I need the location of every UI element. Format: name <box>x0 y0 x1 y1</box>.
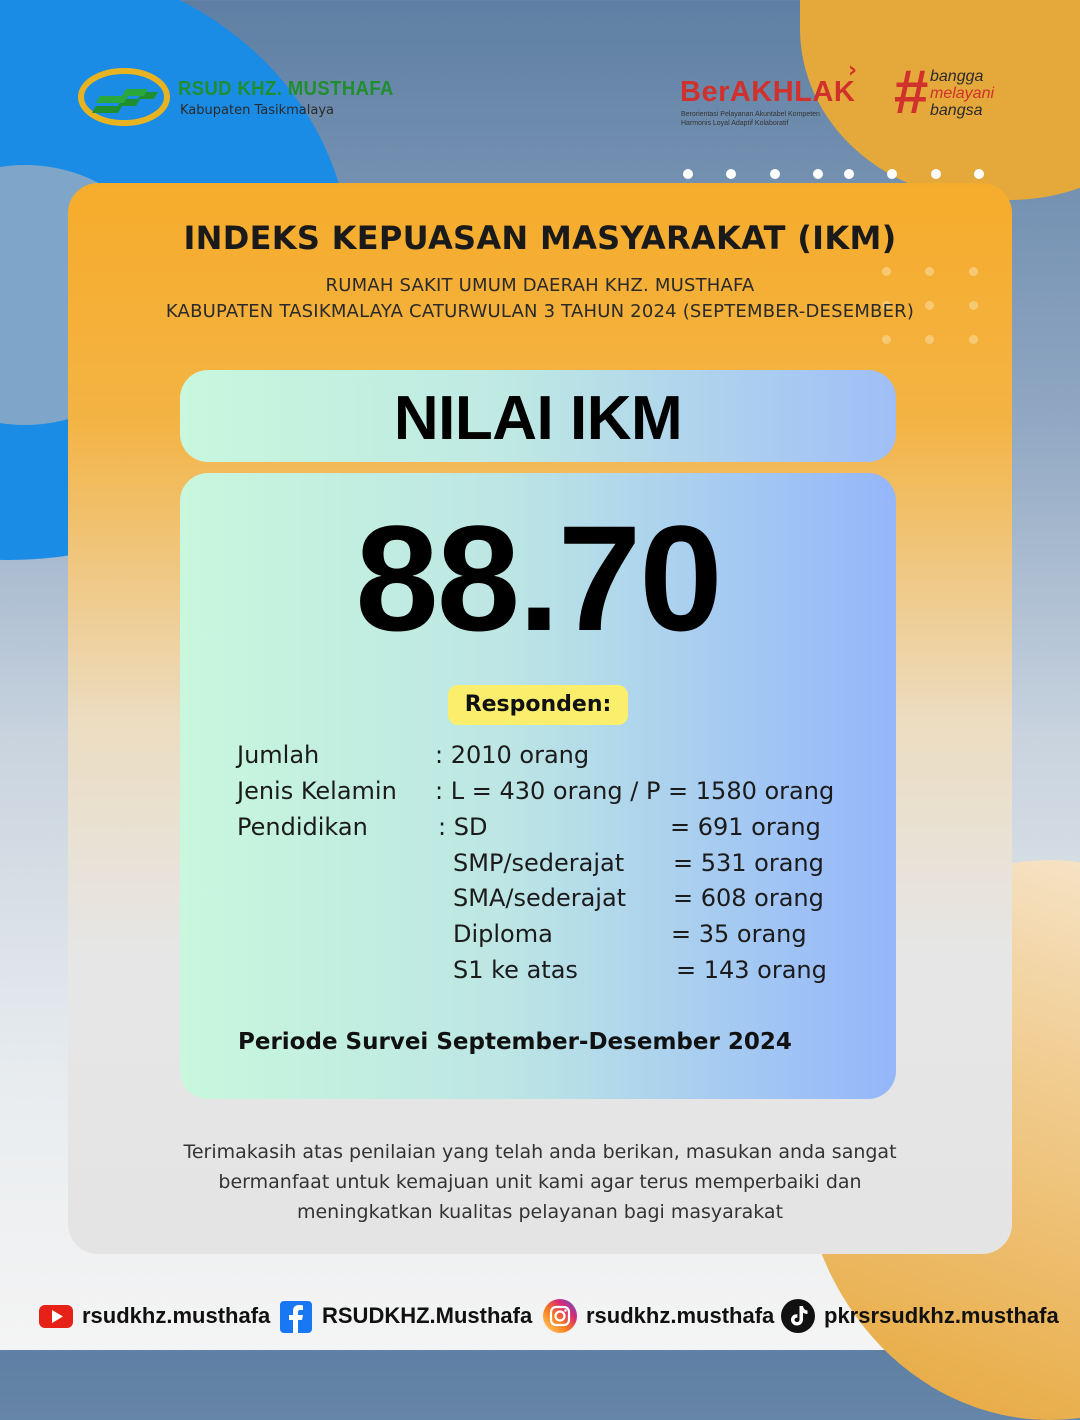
thank-you-message <box>68 1137 1012 1227</box>
youtube-icon <box>38 1298 74 1334</box>
tiktok-handle: pkrsrsudkhz.musthafa <box>824 1303 1059 1328</box>
kelamin-label: Jenis Kelamin <box>237 777 397 805</box>
page-title: INDEKS KEPUASAN MASYARAKAT (IKM) <box>183 219 897 257</box>
rsud-logo-icon <box>78 66 170 128</box>
ikm-score: 88.70 <box>355 494 721 662</box>
diploma-label: Diploma <box>453 920 553 948</box>
s1-label: S1 ke atas <box>453 956 578 984</box>
s1-value: = 143 orang <box>676 956 827 984</box>
bangsa-word: bangsa <box>930 102 983 119</box>
facebook-link[interactable] <box>278 1296 532 1336</box>
jumlah-value: : 2010 orang <box>435 741 590 769</box>
subtitle-hospital: RUMAH SAKIT UMUM DAERAH KHZ. MUSTHAFA <box>325 275 755 296</box>
berakhlak-tagline-1: Berorientasi Pelayanan Akuntabel Kompeten <box>681 111 820 118</box>
smp-label: SMP/sederajat <box>453 849 625 877</box>
thank-you-line-2: bermanfaat untuk kemajuan unit kami agar terus memperbaiki dan <box>218 1171 862 1193</box>
hashtag-icon: # <box>893 58 928 127</box>
ikm-card <box>68 183 1012 1254</box>
pendidikan-label: Pendidikan <box>237 813 368 841</box>
tiktok-link[interactable] <box>780 1296 1059 1336</box>
youtube-link[interactable] <box>38 1296 270 1336</box>
thank-you-line-3: meningkatkan kualitas pelayanan bagi masyarakat <box>296 1201 784 1223</box>
bangga-word: bangga <box>930 68 984 85</box>
facebook-icon <box>278 1298 314 1334</box>
instagram-icon <box>542 1298 578 1334</box>
instagram-link[interactable] <box>542 1296 774 1336</box>
diploma-value: = 35 orang <box>671 920 807 948</box>
chevron-right-icon: › <box>848 58 858 83</box>
header <box>0 0 1080 180</box>
sma-label: SMA/sederajat <box>453 884 627 912</box>
instagram-handle: rsudkhz.musthafa <box>586 1303 775 1328</box>
hospital-name: RSUD KHZ. MUSTHAFA <box>178 78 394 100</box>
tiktok-icon <box>780 1298 816 1334</box>
thank-you-line-1: Terimakasih atas penilaian yang telah anda berikan, masukan anda sangat <box>183 1141 897 1163</box>
sma-value: = 608 orang <box>673 884 824 912</box>
nilai-ikm-label: NILAI IKM <box>393 384 683 453</box>
berakhlak-logo: BerAKHLAK <box>680 76 856 108</box>
berakhlak-tagline-2: Harmonis Loyal Adaptif Kolaboratif <box>681 120 789 127</box>
bangga-melayani-bangsa-logo <box>930 68 994 119</box>
score-panel <box>180 473 896 1099</box>
youtube-handle: rsudkhz.musthafa <box>82 1303 271 1328</box>
hospital-region: Kabupaten Tasikmalaya <box>180 103 334 118</box>
facebook-handle: RSUDKHZ.Musthafa <box>322 1303 533 1328</box>
responden-badge: Responden: <box>448 685 628 725</box>
survey-period: Periode Survei September-Desember 2024 <box>238 1029 792 1055</box>
subtitle-period: KABUPATEN TASIKMALAYA CATURWULAN 3 TAHUN 2024 (SEPTEMBER-DESEMBER) <box>165 301 915 322</box>
sd-label: : SD <box>438 813 488 841</box>
sd-value: = 691 orang <box>670 813 821 841</box>
smp-value: = 531 orang <box>673 849 824 877</box>
nilai-ikm-banner <box>180 370 896 462</box>
jumlah-label: Jumlah <box>237 741 320 769</box>
kelamin-value: : L = 430 orang / P = 1580 orang <box>435 777 835 805</box>
melayani-word: melayani <box>930 85 995 102</box>
